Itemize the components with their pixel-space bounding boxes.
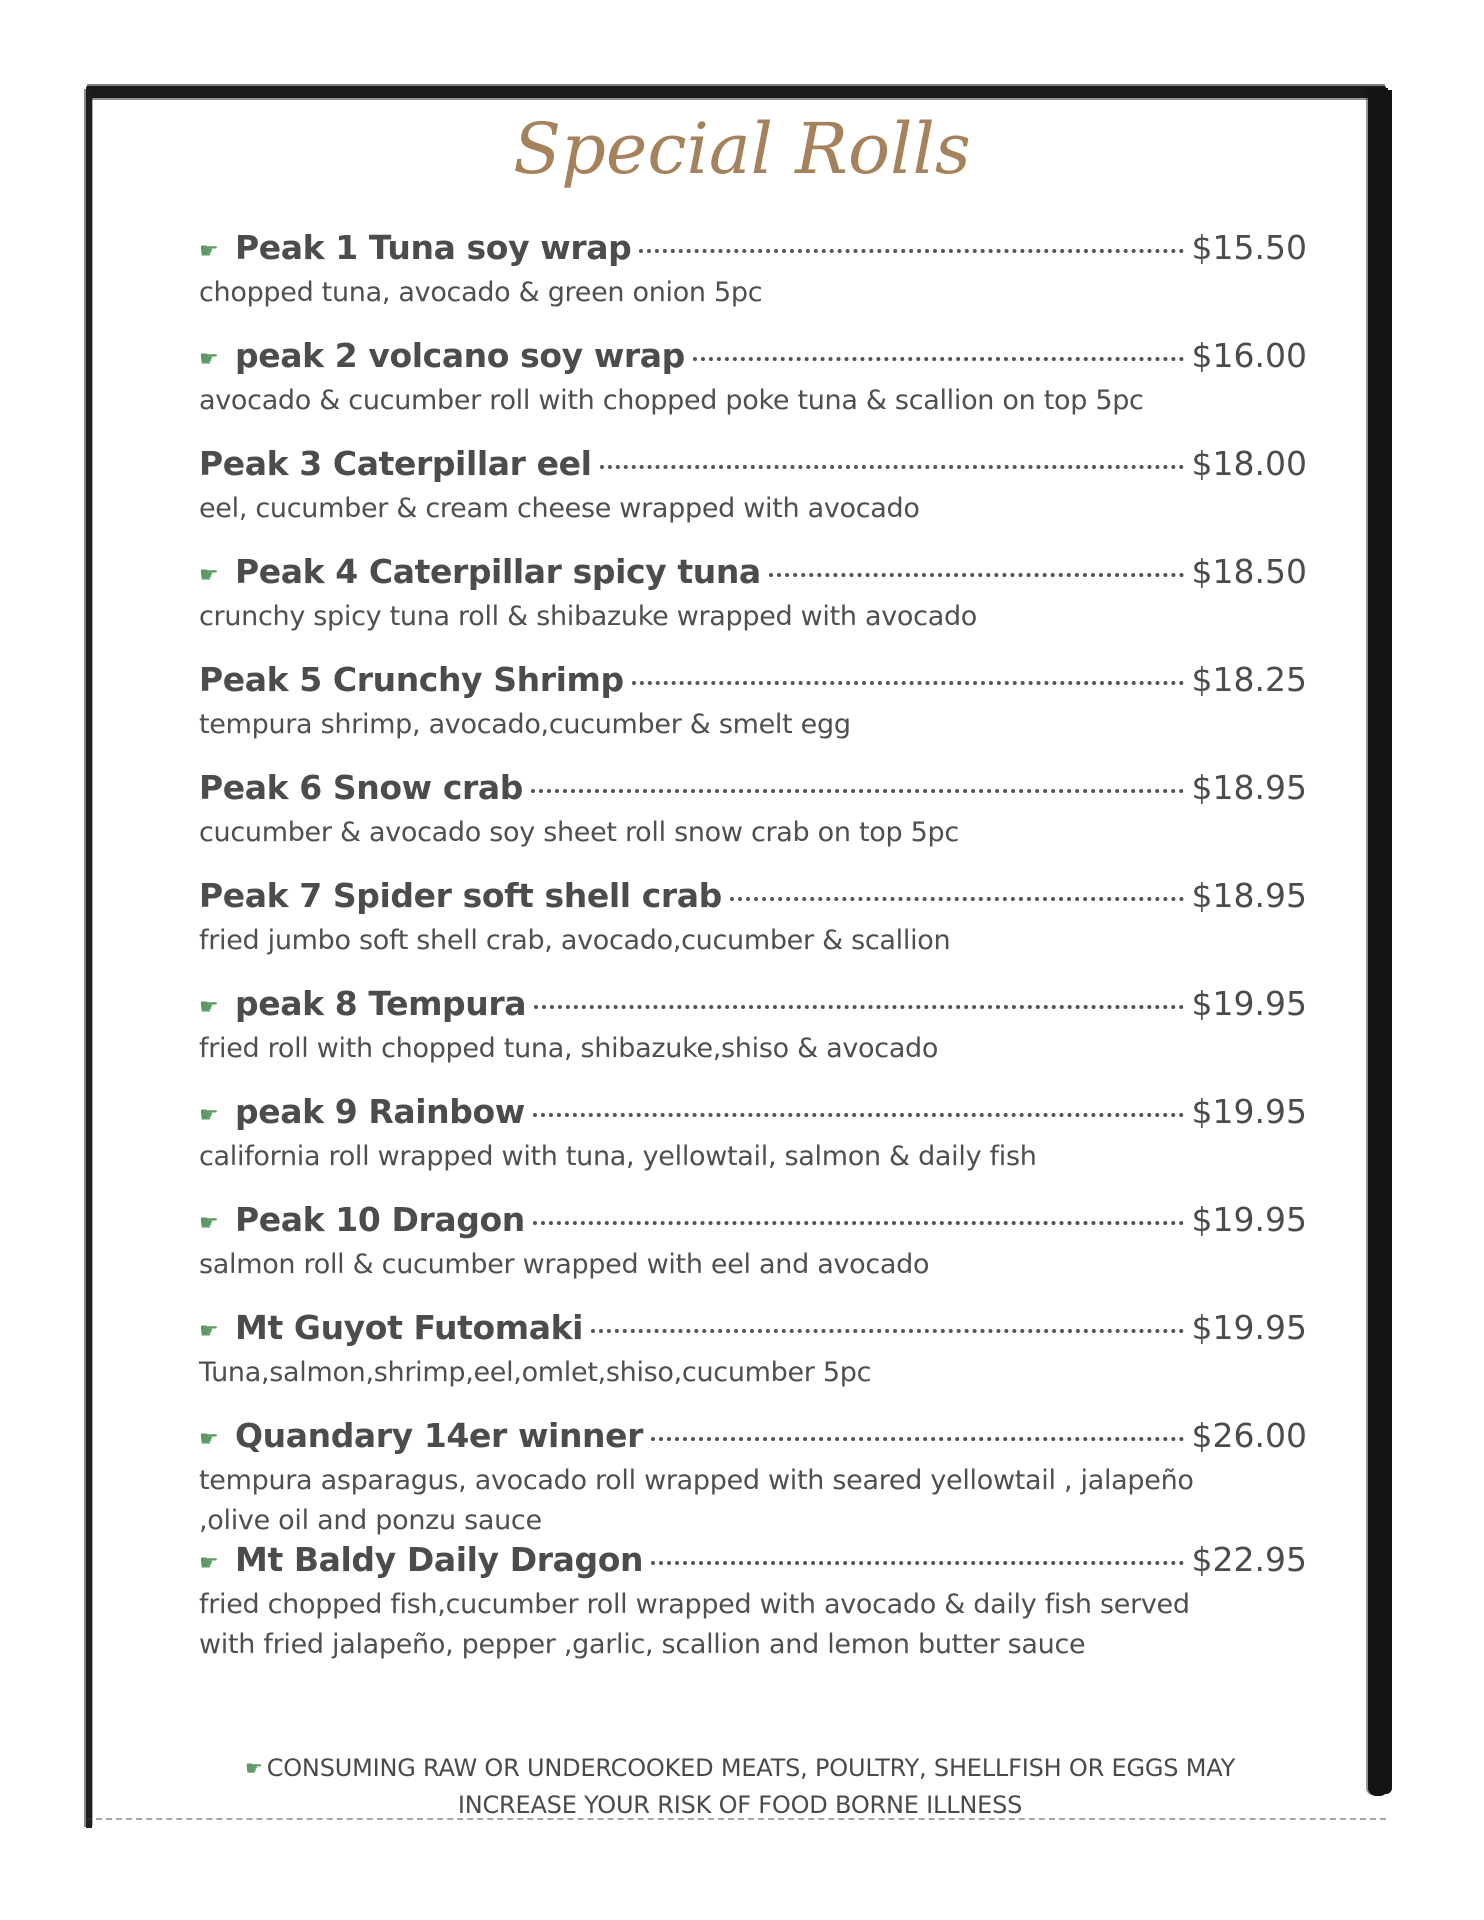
menu-item <box>199 1200 1307 1284</box>
dot-leader <box>651 1437 1184 1441</box>
menu-item-name: Peak 10 Dragon <box>235 1200 525 1239</box>
menu-item-description: salmon roll & cucumber wrapped with eel and avocado <box>199 1249 930 1280</box>
menu-item-price: $19.95 <box>1191 984 1307 1023</box>
menu-item-name: peak 9 Rainbow <box>235 1092 525 1131</box>
menu-item-description: fried roll with chopped tuna, shibazuke,shiso & avocado <box>199 1033 939 1064</box>
menu-frame-right <box>1368 88 1388 1796</box>
dot-leader <box>533 1221 1184 1225</box>
pointing-hand-icon: ☛ <box>199 1427 219 1452</box>
menu-item-header <box>199 660 1307 704</box>
menu-item <box>199 336 1307 420</box>
item-spacer <box>199 960 1307 984</box>
dot-leader <box>534 1005 1183 1009</box>
menu-item-name: Peak 4 Caterpillar spicy tuna <box>235 552 761 591</box>
menu-item-header <box>199 228 1307 272</box>
item-spacer <box>199 636 1307 660</box>
menu-item-header <box>199 336 1307 380</box>
menu-item <box>199 552 1307 636</box>
item-spacer <box>199 1284 1307 1308</box>
menu-item-header <box>199 1308 1307 1352</box>
menu-item-description: Tuna,salmon,shrimp,eel,omlet,shiso,cucumber 5pc <box>199 1357 872 1388</box>
menu-item-description-line: ,olive oil and ponzu sauce <box>199 1505 542 1536</box>
menu-item-name: Peak 6 Snow crab <box>199 768 523 807</box>
menu-item-header <box>199 1416 1307 1460</box>
pointing-hand-icon: ☛ <box>199 347 219 372</box>
menu-item-header <box>199 552 1307 596</box>
menu-item-name: Mt Guyot Futomaki <box>235 1308 584 1347</box>
menu-item-description: california roll wrapped with tuna, yellowtail, salmon & daily fish <box>199 1141 1037 1172</box>
dot-leader <box>533 1113 1184 1117</box>
menu-frame-left <box>86 88 92 1828</box>
menu-item-description: crunchy spicy tuna roll & shibazuke wrapped with avocado <box>199 601 977 632</box>
menu-items-list <box>199 228 1307 1664</box>
menu-item-name: peak 8 Tempura <box>235 984 527 1023</box>
dot-leader <box>531 789 1184 793</box>
menu-item-price: $18.50 <box>1191 552 1307 591</box>
pointing-hand-icon: ☛ <box>244 1756 263 1780</box>
menu-item <box>199 768 1307 852</box>
page-title: Special Rolls <box>513 108 971 190</box>
menu-item-description: eel, cucumber & cream cheese wrapped with avocado <box>199 493 920 524</box>
dot-leader <box>632 681 1184 685</box>
menu-item-description: fried jumbo soft shell crab, avocado,cucumber & scallion <box>199 925 951 956</box>
menu-item-price: $18.00 <box>1191 444 1307 483</box>
item-spacer <box>199 1392 1307 1416</box>
menu-item-price: $19.95 <box>1191 1200 1307 1239</box>
menu-item <box>199 1308 1307 1392</box>
menu-item-price: $15.50 <box>1191 228 1307 267</box>
menu-item-header <box>199 876 1307 920</box>
menu-item-description: avocado & cucumber roll with chopped poke tuna & scallion on top 5pc <box>199 385 1144 416</box>
menu-item-price: $18.25 <box>1191 660 1307 699</box>
item-spacer <box>199 1176 1307 1200</box>
menu-item-header <box>199 1540 1307 1584</box>
pointing-hand-icon: ☛ <box>199 1551 219 1576</box>
menu-item-price: $16.00 <box>1191 336 1307 375</box>
menu-item <box>199 1092 1307 1176</box>
item-spacer <box>199 1068 1307 1092</box>
menu-item-description-line: with fried jalapeño, pepper ,garlic, scallion and lemon butter sauce <box>199 1629 1086 1660</box>
menu-item-name: Peak 1 Tuna soy wrap <box>235 228 632 267</box>
menu-item <box>199 876 1307 960</box>
menu-item-name: Quandary 14er winner <box>235 1416 643 1455</box>
menu-item <box>199 444 1307 528</box>
menu-item-price: $19.95 <box>1191 1308 1307 1347</box>
menu-item-name: peak 2 volcano soy wrap <box>235 336 685 375</box>
menu-item-name: Peak 7 Spider soft shell crab <box>199 876 722 915</box>
pointing-hand-icon: ☛ <box>199 1319 219 1344</box>
menu-item-price: $18.95 <box>1191 768 1307 807</box>
menu-item-price: $22.95 <box>1191 1540 1307 1579</box>
dot-leader <box>730 897 1184 901</box>
menu-item <box>199 1540 1307 1664</box>
menu-frame-top <box>86 86 1386 98</box>
item-spacer <box>199 312 1307 336</box>
menu-item-header <box>199 1092 1307 1136</box>
menu-item-header <box>199 768 1307 812</box>
pointing-hand-icon: ☛ <box>199 1103 219 1128</box>
menu-item-description: cucumber & avocado soy sheet roll snow crab on top 5pc <box>199 817 959 848</box>
food-safety-notice <box>200 1750 1280 1823</box>
menu-item-price: $26.00 <box>1191 1416 1307 1455</box>
dot-leader <box>651 1561 1183 1565</box>
pointing-hand-icon: ☛ <box>199 239 219 264</box>
menu-item <box>199 228 1307 312</box>
notice-line-1-text: CONSUMING RAW OR UNDERCOOKED MEATS, POULTRY, SHELLFISH OR EGGS MAY <box>266 1754 1236 1782</box>
menu-item <box>199 1416 1307 1540</box>
dot-leader <box>693 357 1184 361</box>
pointing-hand-icon: ☛ <box>199 1211 219 1236</box>
item-spacer <box>199 852 1307 876</box>
menu-item-header <box>199 984 1307 1028</box>
menu-item-description: tempura shrimp, avocado,cucumber & smelt egg <box>199 709 851 740</box>
dot-leader <box>600 465 1184 469</box>
menu-item-price: $18.95 <box>1191 876 1307 915</box>
menu-item <box>199 984 1307 1068</box>
menu-item-description: chopped tuna, avocado & green onion 5pc <box>199 277 763 308</box>
menu-item-header <box>199 444 1307 488</box>
menu-item-name: Peak 3 Caterpillar eel <box>199 444 592 483</box>
menu-item-description-line: tempura asparagus, avocado roll wrapped with seared yellowtail , jalapeño <box>199 1465 1194 1496</box>
pointing-hand-icon: ☛ <box>199 563 219 588</box>
pointing-hand-icon: ☛ <box>199 995 219 1020</box>
menu-item-name: Peak 5 Crunchy Shrimp <box>199 660 624 699</box>
menu-item-name: Mt Baldy Daily Dragon <box>235 1540 644 1579</box>
notice-line-1 <box>200 1750 1280 1787</box>
menu-item-price: $19.95 <box>1191 1092 1307 1131</box>
dot-leader <box>591 1329 1183 1333</box>
notice-line-2: INCREASE YOUR RISK OF FOOD BORNE ILLNESS <box>457 1791 1023 1819</box>
menu-item-header <box>199 1200 1307 1244</box>
menu-item <box>199 660 1307 744</box>
item-spacer <box>199 528 1307 552</box>
item-spacer <box>199 744 1307 768</box>
dot-leader <box>769 573 1184 577</box>
item-spacer <box>199 420 1307 444</box>
dot-leader <box>639 249 1183 253</box>
menu-item-description-line: fried chopped fish,cucumber roll wrapped with avocado & daily fish served <box>199 1589 1190 1620</box>
